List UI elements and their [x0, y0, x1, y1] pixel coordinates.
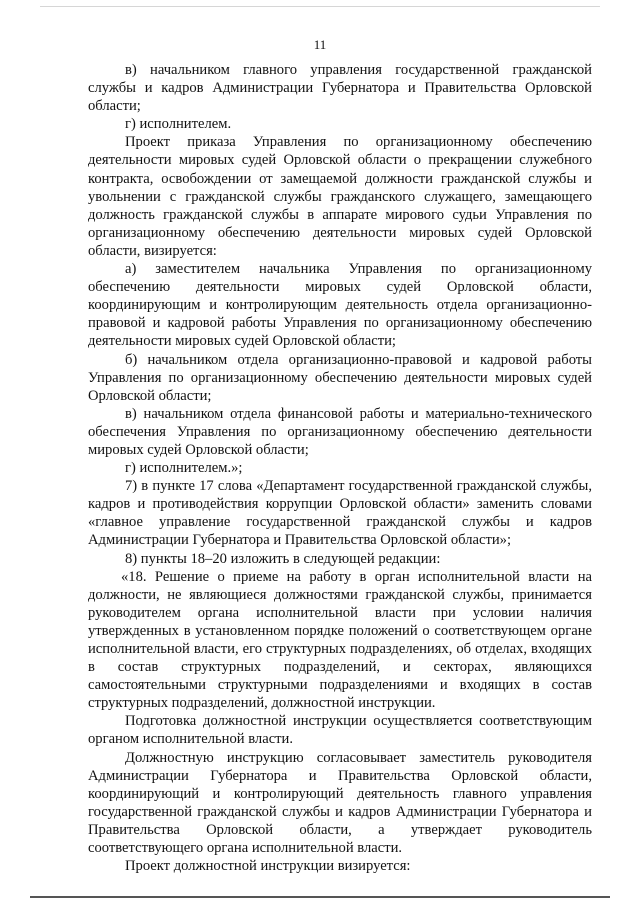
page-number: 11 — [313, 37, 327, 52]
scan-bottom-edge — [30, 896, 610, 898]
paragraph-11: Подготовка должностной инструкции осуществляется соответствующим органом исполнительной власти. — [88, 713, 592, 748]
paragraph-13: Проект должностной инструкции визируется: — [125, 858, 411, 875]
document-body — [88, 61, 592, 875]
scan-top-edge — [40, 6, 600, 7]
paragraph-3: Проект приказа Управления по организационному обеспечению деятельности мировых судей Орловской области о прекращении служебного контракта, освобождении от замещаемой должности гражданской службы и увольнении с гражданской службы гражданского служащего, замещающего должность гражданской службы в аппарате мирового судьи Управления по организационному обеспечению деятельности мировых судей Орловской области, визируется: — [88, 134, 592, 259]
paragraph-5: б) начальником отдела организационно-правовой и кадровой работы Управления по организационному обеспечению деятельности мировых судей Орловской области; — [88, 351, 592, 404]
paragraph-4: а) заместителем начальника Управления по организационному обеспечению деятельности мировых судей Орловской области, координирующим и контролирующим деятельность отдела организационно-правовой и кадровой работы Управления по организационному обеспечению деятельности мировых судей Орловской области; — [88, 261, 592, 350]
paragraph-1: в) начальником главного управления государственной гражданской службы и кадров Администрации Губернатора и Правительства Орловской области; — [88, 62, 592, 115]
paragraph-10: «18. Решение о приеме на работу в орган исполнительной власти на должности, не являющиеся должностями гражданской службы, принимается руководителем органа исполнительной власти при условии наличия утвержденных в установленном порядке положений о соответствующем органе исполнительной власти, его структурных подразделениях, об отделах, входящих в состав структурных подразделений, и секторах, являющихся самостоятельными структурными подразделениями и входящих в состав структурных подразделений, должностной инструкции. — [88, 568, 592, 712]
paragraph-12: Должностную инструкцию согласовывает заместитель руководителя Администрации Губернатора и Правительства Орловской области, координирующий и контролирующий деятельность главного управления государственной гражданской службы и кадров Администрации Губернатора и Правительства Орловской области, а утверждает руководитель соответствующего органа исполнительной власти. — [88, 749, 592, 857]
paragraph-6: в) начальником отдела финансовой работы и материально-технического обеспечения Управления по организационному обеспечению деятельности мировых судей Орловской области; — [88, 405, 592, 458]
paragraph-7: г) исполнителем.»; — [125, 460, 243, 477]
paragraph-2: г) исполнителем. — [125, 116, 232, 133]
paragraph-8: 7) в пункте 17 слова «Департамент государственной гражданской службы, кадров и противодействия коррупции Орловской области» заменить словами «главное управление государственной гражданской службы и кадров Администрации Губернатора и Правительства Орловской области»; — [88, 478, 592, 549]
paragraph-9: 8) пункты 18–20 изложить в следующей редакции: — [125, 550, 441, 567]
